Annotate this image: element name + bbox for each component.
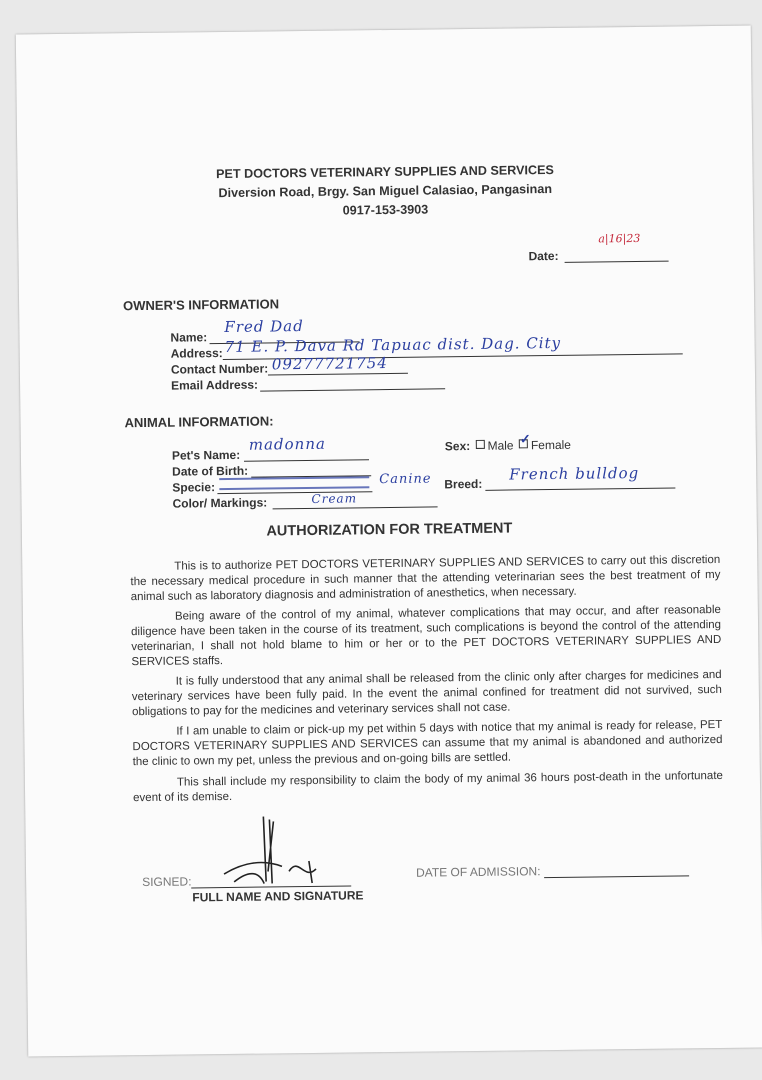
color-label: Color/ Markings: — [172, 495, 268, 511]
authorization-paragraph-3: It is fully understood that any animal shall be released from the clinic only after charges for medicines and veterinary services have been fully paid. In the event the animal confined for treatment did not survived, such obligations to pay for the medicines and veterinary services shall not case. — [131, 668, 722, 719]
animal-section-title: ANIMAL INFORMATION: — [124, 413, 274, 431]
clinic-phone: 0917-153-3903 — [342, 202, 429, 218]
signature-caption: FULL NAME AND SIGNATURE — [192, 888, 364, 905]
color-value: Cream — [311, 491, 358, 506]
specie-label: Specie: — [172, 480, 216, 495]
owner-contact-value: 09277721754 — [271, 354, 388, 374]
clinic-address: Diversion Road, Brgy. San Miguel Calasiao, Pangasinan — [218, 181, 553, 201]
dob-label: Date of Birth: — [172, 463, 249, 479]
date-line — [565, 261, 669, 263]
authorization-paragraph-4: If I am unable to claim or pick-up my pet within 5 days with notice that my animal is ready for release, PET DOCTORS VETERINARY SUPPLIES AND SERVICES can assume that my animal is abandoned and authorized the clinic to own my pet, unless the previous and on-going bills are settled. — [132, 718, 723, 769]
owner-section-title: OWNER'S INFORMATION — [123, 296, 280, 314]
pet-name-line — [244, 459, 369, 462]
date-label: Date: — [528, 248, 559, 264]
owner-email-line — [260, 388, 445, 391]
admission-label: DATE OF ADMISSION: — [415, 864, 541, 880]
color-line — [273, 506, 438, 509]
clinic-name: PET DOCTORS VETERINARY SUPPLIES AND SERVICES — [216, 162, 554, 182]
specie-value: Canine — [379, 471, 432, 488]
scribble-mark — [219, 476, 369, 490]
breed-label: Breed: — [444, 476, 483, 492]
breed-value: French bulldog — [509, 463, 640, 484]
breed-line — [485, 488, 675, 491]
sex-label: Sex: — [444, 439, 471, 454]
admission-line — [544, 875, 689, 878]
authorization-title: AUTHORIZATION FOR TREATMENT — [266, 520, 513, 540]
male-checkbox[interactable] — [475, 440, 484, 449]
owner-address-value: 71 E. P. Dava Rd Tapuac dist. Dag. City — [224, 333, 562, 356]
signature-scribble-icon — [203, 810, 354, 892]
owner-name-label: Name: — [170, 330, 208, 345]
owner-email-label: Email Address: — [171, 377, 259, 393]
female-label: Female — [530, 437, 572, 453]
consent-form-page — [16, 26, 762, 1057]
authorization-paragraph-5: This shall include my responsibility to claim the body of my animal 36 hours post-death in the unfortunate event of its demise. — [133, 769, 723, 805]
authorization-paragraph-1: This is to authorize PET DOCTORS VETERINARY SUPPLIES AND SERVICES to carry out this discretion the necessary medical procedure in such manner that the attending veterinarian sees the best treatment of my animal such as laboratory diagnosis and administration of anesthetics, when necessary. — [130, 553, 721, 604]
pet-name-value: madonna — [248, 434, 326, 454]
owner-address-label: Address: — [170, 346, 223, 361]
owner-name-value: Fred Dad — [224, 317, 304, 337]
check-mark-icon: ✓ — [519, 431, 531, 447]
authorization-paragraph-2: Being aware of the control of my animal, whatever complications that may occur, and after reasonable diligence have been taken in the course of its treatment, such complications is beyond the control of the attending veterinarian, I shall not hold blame to him or her or to the PET DOCTORS VETERINARY SUPPLIES AND SERVICES staffs. — [131, 603, 722, 669]
pet-name-label: Pet's Name: — [171, 447, 241, 463]
date-value: a|16|23 — [598, 231, 641, 246]
sex-field — [444, 431, 572, 454]
male-label: Male — [487, 438, 514, 453]
female-checkbox[interactable] — [519, 431, 531, 448]
signed-label: SIGNED: — [142, 874, 192, 890]
owner-contact-label: Contact Number: — [170, 361, 269, 377]
